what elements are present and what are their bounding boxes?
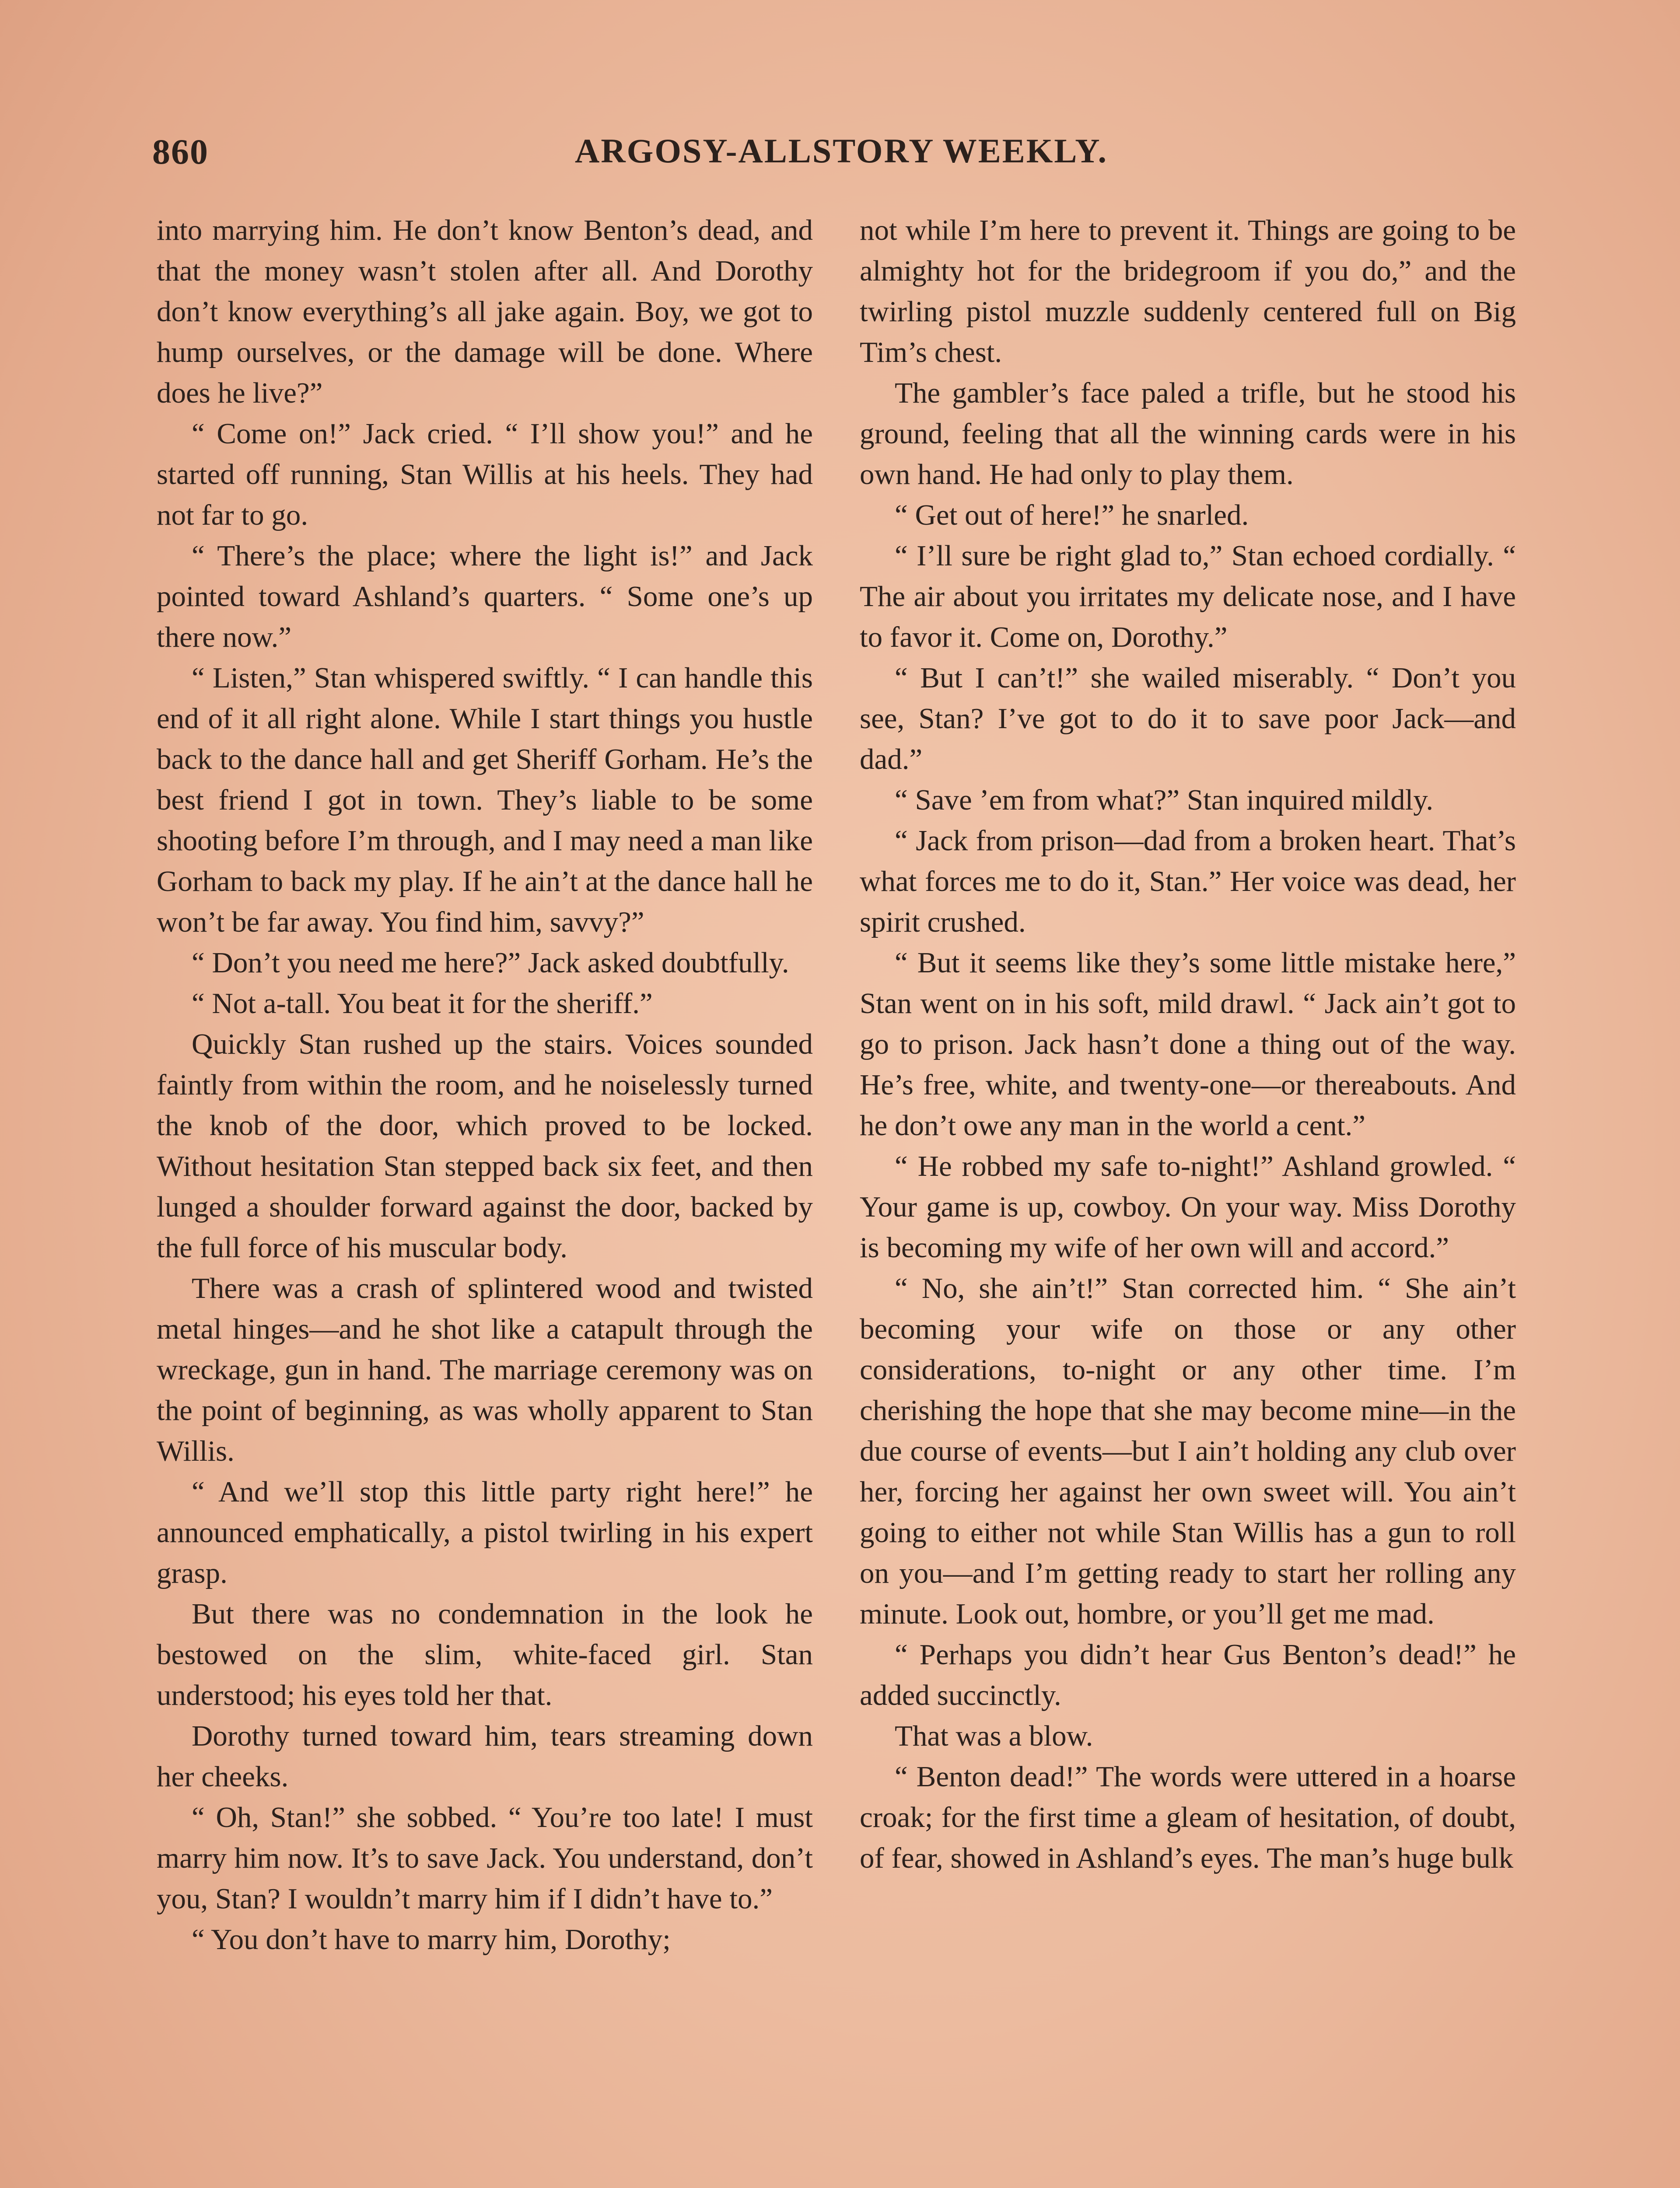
paragraph: Dorothy turned toward him, tears streaming down her cheeks. xyxy=(157,1720,813,1793)
page-header xyxy=(152,131,1530,179)
paragraph: “ I’ll sure be right glad to,” Stan echoed cordially. “ The air about you irritates my delicate nose, and I have to favor it. Come on, Dorothy.” xyxy=(860,540,1516,653)
paragraph: “ Oh, Stan!” she sobbed. “ You’re too late! I must marry him now. It’s to save Jack. You understand, don’t you, Stan? I wouldn’t marry him if I didn’t have to.” xyxy=(157,1801,813,1915)
paragraph: “ You don’t have to marry him, Dorothy; xyxy=(192,1923,671,1956)
paragraph: That was a blow. xyxy=(895,1720,1093,1752)
left-column xyxy=(157,210,813,1960)
paragraph: “ But I can’t!” she wailed miserably. “ Don’t you see, Stan? I’ve got to do it to save poor Jack—and dad.” xyxy=(860,662,1516,775)
paragraph: “ Don’t you need me here?” Jack asked doubtfully. xyxy=(192,947,789,979)
paragraph: “ Benton dead!” The words were uttered in a hoarse croak; for the first time a gleam of hesitation, of doubt, of fear, showed in Ashland’s eyes. The man’s huge bulk xyxy=(860,1760,1516,1874)
running-head: ARGOSY-ALLSTORY WEEKLY. xyxy=(575,132,1108,170)
paragraph: “ There’s the place; where the light is!” and Jack pointed toward Ashland’s quarters. “ Some one’s up there now.” xyxy=(157,540,813,653)
paragraph: “ Not a-tall. You beat it for the sheriff.” xyxy=(192,987,653,1020)
paragraph: “ But it seems like they’s some little mistake here,” Stan went on in his soft, mild drawl. “ Jack ain’t got to go to prison. Jack hasn’t done a thing out of the way. He’s free, white, and twenty-one—or thereabouts. And he don’t owe any man in the world a cent.” xyxy=(860,947,1516,1142)
paragraph: There was a crash of splintered wood and twisted metal hinges—and he shot like a catapult through the wreckage, gun in hand. The marriage ceremony was on the point of beginning, as was wholly apparent to Stan Willis. xyxy=(157,1272,813,1467)
paragraph: But there was no condemnation in the look he bestowed on the slim, white-faced girl. Stan understood; his eyes told her that. xyxy=(157,1598,813,1711)
paragraph: “ Get out of here!” he snarled. xyxy=(895,499,1249,531)
paragraph: “ Save ’em from what?” Stan inquired mildly. xyxy=(895,784,1434,816)
paragraph: “ He robbed my safe to-night!” Ashland growled. “ Your game is up, cowboy. On your way. Miss Dorothy is becoming my wife of her own will and accord.” xyxy=(860,1150,1516,1264)
page-number: 860 xyxy=(152,132,209,172)
paragraph: The gambler’s face paled a trifle, but he stood his ground, feeling that all the winning cards were in his own hand. He had only to play them. xyxy=(860,377,1516,491)
paragraph: not while I’m here to prevent it. Things are going to be almighty hot for the bridegroom if you do,” and the twirling pistol muzzle suddenly centered full on Big Tim’s chest. xyxy=(860,214,1516,368)
paragraph: “ No, she ain’t!” Stan corrected him. “ She ain’t becoming your wife on those or any other considerations, to-night or any other time. I’m cherishing the hope that she may become mine—in the due course of events—but I ain’t holding any club over her, forcing her against her own sweet will. You ain’t going to either not while Stan Willis has a gun to roll on you—and I’m getting ready to start her rolling any minute. Look out, hombre, or you’ll get me mad. xyxy=(860,1272,1516,1630)
paragraph: “ And we’ll stop this little party right here!” he announced emphatically, a pistol twirling in his expert grasp. xyxy=(157,1476,813,1589)
paragraph: “ Listen,” Stan whispered swiftly. “ I can handle this end of it all right alone. While I start things you hustle back to the dance hall and get Sheriff Gorham. He’s the best friend I got in town. They’s liable to be some shooting before I’m through, and I may need a man like Gorham to back my play. If he ain’t at the dance hall he won’t be far away. You find him, savvy?” xyxy=(157,662,813,938)
right-column xyxy=(860,210,1516,1879)
paragraph: into marrying him. He don’t know Benton’s dead, and that the money wasn’t stolen after all. And Dorothy don’t know everything’s all jake again. Boy, we got to hump ourselves, or the damage will be done. Where does he live?” xyxy=(157,214,813,409)
paragraph: “ Jack from prison—dad from a broken heart. That’s what forces me to do it, Stan.” Her voice was dead, her spirit crushed. xyxy=(860,824,1516,938)
paragraph: “ Come on!” Jack cried. “ I’ll show you!” and he started off running, Stan Willis at his heels. They had not far to go. xyxy=(157,417,813,531)
paragraph: Quickly Stan rushed up the stairs. Voices sounded faintly from within the room, and he noiselessly turned the knob of the door, which proved to be locked. Without hesitation Stan stepped back six feet, and then lunged a shoulder forward against the door, backed by the full force of his muscular body. xyxy=(157,1028,813,1264)
paragraph: “ Perhaps you didn’t hear Gus Benton’s dead!” he added succinctly. xyxy=(860,1638,1516,1711)
